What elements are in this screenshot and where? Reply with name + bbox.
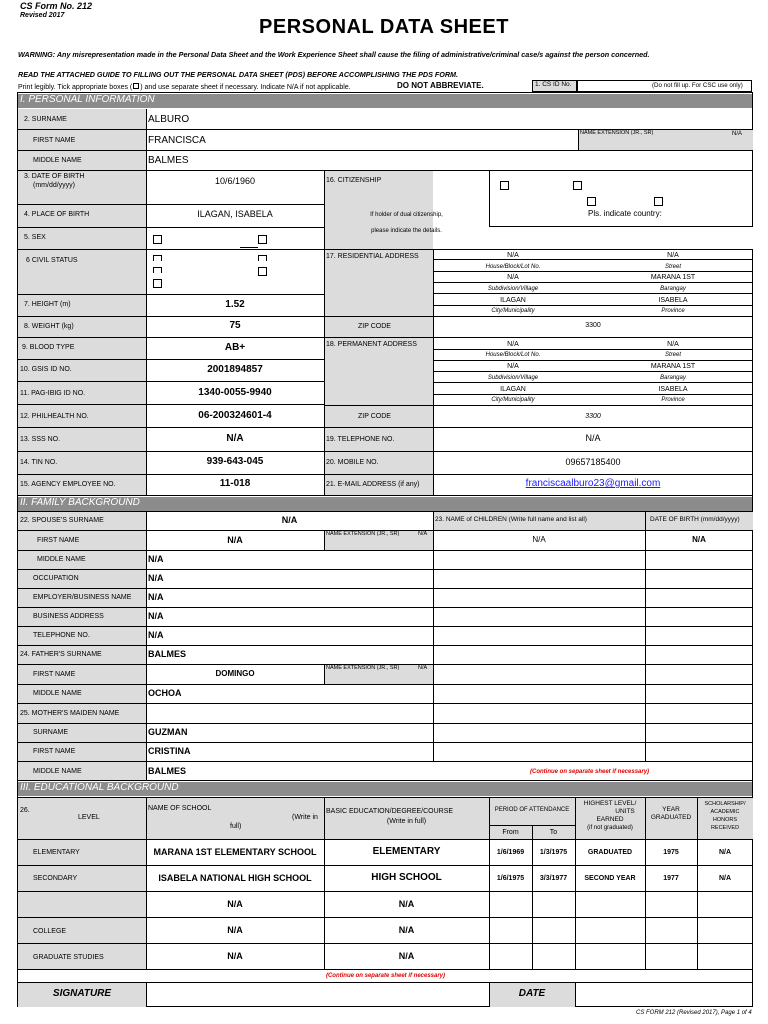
civil-single-checkbox[interactable] [153, 255, 162, 261]
height-label: 7. HEIGHT (m) [24, 301, 71, 308]
telephone-value: N/A [585, 433, 601, 443]
business-address-value: N/A [148, 611, 164, 621]
education-units: SECOND YEAR [584, 875, 636, 882]
cs-id-label: 1. CS ID No. [535, 81, 572, 88]
spouse-middle-value: N/A [148, 554, 164, 564]
res-province-value: ISABELA [658, 297, 688, 304]
mother-first-value: CRISTINA [148, 746, 191, 756]
warning-text: WARNING: Any misrepresentation made in the Personal Data Sheet and the Work Experience Sheet shall cause the filing of administrative/criminal case/s against the person concerned. [18, 50, 650, 59]
spouse-middle-label: MIDDLE NAME [37, 556, 86, 563]
education-units: GRADUATED [587, 849, 633, 856]
family-continue-note: (Continue on separate sheet if necessary) [530, 769, 650, 775]
spouse-surname-label: 22. SPOUSE'S SURNAME [20, 517, 104, 524]
education-school: ISABELA NATIONAL HIGH SCHOOL [158, 873, 312, 883]
education-course: N/A [398, 925, 415, 935]
level-header: LEVEL [78, 814, 100, 821]
permanent-address-label: 18. PERMANENT ADDRESS [326, 341, 417, 348]
education-course: N/A [398, 899, 415, 909]
pagibig-label: 11. PAG-IBIG ID NO. [20, 390, 86, 397]
name-extension-value: N/A [732, 131, 743, 137]
dual-by-birth-checkbox[interactable] [587, 197, 596, 206]
perm-barangay-sublabel: Barangay [660, 375, 686, 381]
gsis-label: 10. GSIS ID NO. [20, 366, 72, 373]
education-school: N/A [227, 925, 243, 935]
perm-subdivision-value: N/A [507, 363, 519, 370]
education-level: ELEMENTARY [33, 849, 80, 856]
honors-header-2: ACADEMIC [710, 809, 740, 815]
sex-female-checkbox[interactable] [258, 235, 267, 244]
first-name-value: FRANCISCA [148, 135, 206, 146]
form-number: CS Form No. 212 [20, 1, 93, 11]
dual-citizenship-note-2: please indicate the details. [371, 228, 442, 234]
employer-label: EMPLOYER/BUSINESS NAME [33, 594, 132, 601]
dob-format-label: (mm/dd/yyyy) [33, 182, 75, 189]
father-first-value: DOMINGO [215, 669, 255, 678]
spouse-telephone-value: N/A [148, 630, 164, 640]
spouse-surname-value: N/A [281, 515, 298, 525]
perm-subdivision-sublabel: Subdivision/Village [487, 375, 539, 381]
citizenship-filipino-checkbox[interactable] [500, 181, 509, 190]
res-subdivision-value: N/A [507, 274, 519, 281]
perm-province-sublabel: Province [661, 397, 685, 403]
res-street-value: N/A [667, 252, 679, 259]
education-course: HIGH SCHOOL [371, 872, 442, 883]
business-address-label: BUSINESS ADDRESS [33, 613, 104, 620]
pagibig-value: 1340-0055-9940 [198, 387, 272, 398]
country-note: Pls. indicate country: [588, 209, 662, 218]
agency-value: 11-018 [219, 478, 251, 489]
civil-separated-checkbox[interactable] [258, 267, 267, 276]
perm-street-value: N/A [667, 341, 679, 348]
units-header-2: UNITS [615, 808, 635, 815]
citizenship-label: 16. CITIZENSHIP [326, 177, 382, 184]
mother-surname-label: SURNAME [33, 729, 69, 736]
footer-text: CS FORM 212 (Revised 2017), Page 1 of 4 [636, 1010, 752, 1016]
dual-citizenship-note-1: If holder of dual citizenship, [370, 212, 443, 218]
father-surname-label: 24. FATHER'S SURNAME [20, 651, 102, 658]
email-value[interactable]: franciscaalburo23@gmail.com [525, 478, 661, 489]
mother-middle-value: BALMES [148, 766, 186, 776]
section-header-education: III. EDUCATIONAL BACKGROUND [18, 782, 752, 796]
page-title: PERSONAL DATA SHEET [259, 16, 509, 38]
education-to: 3/3/1977 [539, 875, 568, 882]
honors-header-3: HONORS [712, 817, 738, 823]
school-header-1: NAME OF SCHOOL [148, 805, 212, 812]
res-city-value: ILAGAN [500, 297, 526, 304]
name-extension-label: NAME EXTENSION (JR., SR) [580, 130, 654, 136]
civil-status-label: 6 CIVIL STATUS [26, 257, 78, 264]
children-label: 23. NAME of CHILDREN (Write full name and list all) [435, 516, 587, 523]
spouse-first-label: FIRST NAME [37, 537, 80, 544]
school-header-3: full) [230, 823, 242, 830]
father-first-label: FIRST NAME [33, 671, 76, 678]
civil-widowed-checkbox[interactable] [153, 267, 162, 273]
education-level: COLLEGE [33, 928, 67, 935]
course-header-2: (Write in full) [386, 818, 427, 825]
civil-other-checkbox[interactable] [153, 279, 162, 288]
pob-label: 4. PLACE OF BIRTH [24, 211, 90, 218]
occupation-label: OCCUPATION [33, 575, 79, 582]
res-barangay-value: MARANA 1ST [650, 274, 696, 281]
sss-value: N/A [226, 433, 244, 444]
perm-street-sublabel: Street [664, 352, 681, 358]
period-to-header: To [549, 829, 558, 836]
children-dob-label: DATE OF BIRTH (mm/dd/yyyy) [650, 516, 740, 523]
pob-value: ILAGAN, ISABELA [197, 209, 273, 219]
form-revision: Revised 2017 [20, 12, 65, 19]
year-header-2: GRADUATED [650, 814, 692, 821]
father-middle-value: OCHOA [148, 688, 182, 698]
blood-type-label: 9. BLOOD TYPE [22, 344, 75, 351]
signature-field[interactable] [147, 983, 489, 1007]
perm-house-value: N/A [507, 341, 519, 348]
res-subdivision-sublabel: Subdivision/Village [487, 286, 539, 292]
res-zip-value: 3300 [585, 322, 601, 329]
section-header-family: II. FAMILY BACKGROUND [18, 497, 752, 511]
education-school: MARANA 1ST ELEMENTARY SCHOOL [153, 847, 317, 857]
perm-house-sublabel: House/Block/Lot No. [485, 352, 541, 358]
father-middle-label: MIDDLE NAME [33, 690, 82, 697]
tick-box-sample [133, 83, 139, 89]
father-ext-value: N/A [418, 665, 428, 671]
education-level: SECONDARY [33, 875, 78, 882]
education-level: GRADUATE STUDIES [33, 954, 104, 961]
tin-value: 939-643-045 [206, 456, 264, 467]
honors-header-1: SCHOLARSHIP/ [704, 801, 746, 807]
mobile-label: 20. MOBILE NO. [326, 459, 379, 466]
gsis-value: 2001894857 [207, 364, 263, 375]
res-street-sublabel: Street [664, 264, 681, 270]
dob-value: 10/6/1960 [214, 176, 256, 186]
units-header-3: EARNED [596, 816, 624, 823]
perm-barangay-value: MARANA 1ST [650, 363, 696, 370]
cs-id-note: (Do not fill up. For CSC use only) [652, 82, 743, 89]
blood-type-value: AB+ [224, 342, 246, 353]
school-header-2: (Write in [292, 814, 318, 821]
perm-zip-value: 3300 [585, 413, 601, 420]
weight-label: 8. WEIGHT (kg) [24, 323, 74, 330]
education-school: N/A [227, 951, 243, 961]
mother-maiden-label: 25. MOTHER'S MAIDEN NAME [20, 710, 120, 717]
education-honors: N/A [718, 849, 732, 856]
height-value: 1.52 [225, 299, 245, 310]
section-header-personal: I. PERSONAL INFORMATION [18, 94, 752, 108]
surname-value: ALBURO [148, 114, 190, 125]
education-course: ELEMENTARY [372, 846, 441, 857]
philhealth-value: 06-200324601-4 [198, 410, 272, 421]
residential-address-label: 17. RESIDENTIAL ADDRESS [326, 253, 419, 260]
perm-province-value: ISABELA [658, 386, 688, 393]
email-label: 21. E-MAIL ADDRESS (if any) [326, 481, 420, 488]
honors-header-4: RECEIVED [710, 825, 740, 831]
first-name-label: FIRST NAME [33, 137, 76, 144]
education-number: 26. [20, 807, 30, 814]
dual-by-naturalization-checkbox[interactable] [654, 197, 663, 206]
surname-label: 2. SURNAME [24, 116, 67, 123]
print-note-2: ) and use separate sheet if necessary. Indicate N/A if not applicable. [140, 84, 351, 91]
middle-name-label: MIDDLE NAME [33, 157, 82, 164]
education-year: 1977 [663, 875, 679, 882]
telephone-label: 19. TELEPHONE NO. [326, 436, 395, 443]
perm-city-sublabel: City/Municipality [491, 397, 535, 403]
philhealth-label: 12. PHILHEALTH NO. [20, 413, 89, 420]
occupation-value: N/A [148, 573, 164, 583]
spouse-ext-value: N/A [418, 531, 428, 537]
print-note: Print legibly. Tick appropriate boxes ( [18, 84, 133, 91]
agency-label: 15. AGENCY EMPLOYEE NO. [20, 481, 116, 488]
res-house-value: N/A [507, 252, 519, 259]
mobile-value: 09657185400 [565, 457, 621, 467]
citizenship-dual-checkbox[interactable] [573, 181, 582, 190]
weight-value: 75 [229, 320, 241, 331]
education-school: N/A [227, 899, 243, 909]
spouse-first-value: N/A [227, 535, 243, 545]
res-barangay-sublabel: Barangay [660, 286, 686, 292]
education-year: 1975 [663, 849, 679, 856]
sss-label: 13. SSS NO. [20, 436, 61, 443]
course-header-1: BASIC EDUCATION/DEGREE/COURSE [326, 808, 454, 815]
sex-male-checkbox[interactable] [153, 235, 162, 244]
perm-zip-label: ZIP CODE [358, 413, 391, 420]
father-surname-value: BALMES [148, 649, 186, 659]
child-dob-value: N/A [692, 535, 706, 544]
child-name-value: N/A [532, 535, 546, 544]
tin-label: 14. TIN NO. [20, 459, 58, 466]
res-province-sublabel: Province [661, 308, 685, 314]
civil-married-checkbox[interactable] [258, 255, 267, 261]
spouse-telephone-label: TELEPHONE NO. [33, 632, 90, 639]
period-from-header: From [502, 829, 519, 836]
mother-surname-value: GUZMAN [148, 727, 188, 737]
dob-label: 3. DATE OF BIRTH [24, 173, 85, 180]
no-abbreviate-note: DO NOT ABBREVIATE. [397, 81, 484, 90]
education-from: 1/6/1975 [496, 875, 525, 882]
units-header-4: (if not graduated) [587, 825, 633, 831]
date-field[interactable] [576, 983, 752, 1007]
date-label: DATE [518, 988, 546, 999]
year-header-1: YEAR [662, 806, 680, 813]
guide-text: READ THE ATTACHED GUIDE TO FILLING OUT THE PERSONAL DATA SHEET (PDS) BEFORE ACCOMPLISHING THE PDS FORM. [18, 70, 459, 79]
mother-middle-label: MIDDLE NAME [33, 768, 82, 775]
country-field[interactable] [489, 226, 753, 249]
education-honors: N/A [718, 875, 732, 882]
mother-first-label: FIRST NAME [33, 748, 76, 755]
spouse-ext-label: NAME EXTENSION (JR., SR) [326, 531, 400, 537]
education-to: 1/3/1975 [539, 849, 568, 856]
units-header-1: HIGHEST LEVEL/ [583, 800, 637, 807]
education-from: 1/6/1969 [496, 849, 525, 856]
father-ext-label: NAME EXTENSION (JR., SR) [326, 665, 400, 671]
period-header: PERIOD OF ATTENDANCE [494, 807, 570, 813]
res-house-sublabel: House/Block/Lot No. [485, 264, 541, 270]
res-zip-label: ZIP CODE [358, 323, 391, 330]
middle-name-value: BALMES [148, 155, 189, 166]
education-course: N/A [398, 951, 415, 961]
sex-label: 5. SEX [24, 234, 46, 241]
education-continue-note: (Continue on separate sheet if necessary) [325, 973, 446, 979]
signature-label: SIGNATURE [52, 988, 112, 999]
res-city-sublabel: City/Municipality [491, 308, 535, 314]
perm-city-value: ILAGAN [500, 386, 526, 393]
employer-value: N/A [148, 592, 164, 602]
